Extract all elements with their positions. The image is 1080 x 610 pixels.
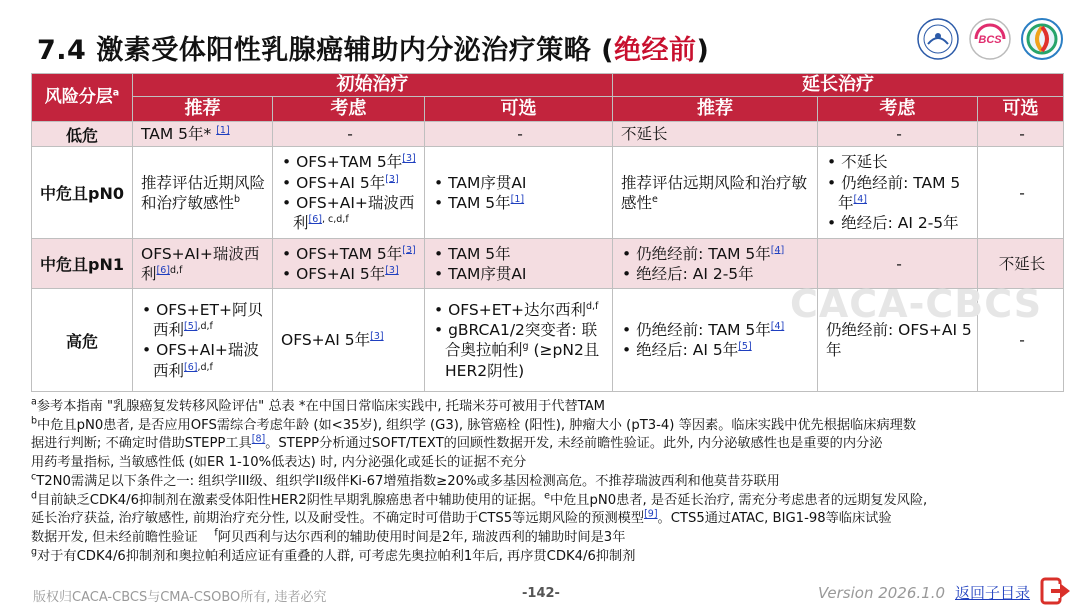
logo-group <box>914 14 1066 64</box>
ext-optional-header: 可选 <box>978 97 1064 122</box>
reference-link[interactable]: [5] <box>184 320 198 332</box>
list-item: • TAM 5年 <box>433 244 607 264</box>
row-label-mid-pn1: 中危且pN1 <box>32 239 133 289</box>
cell-high-init-con: OFS+AI 5年[3] <box>273 289 425 392</box>
footnote-e-line3: 数据开发, 但未经前瞻性验证 $^f$阿贝西利与达尔西利的辅助使用时间是2年, 瑞波西利的辅助时间是3年 <box>31 527 626 546</box>
cell-high-ext-rec <box>613 289 818 392</box>
footnote-a: $^a$参考本指南 "乳腺癌复发转移风险评估" 总表 *在中国日常临床实践中, 托瑞米芬可被用于代替TAM <box>31 396 606 414</box>
extended-therapy-header: 延长治疗 <box>613 74 1064 97</box>
list-item: • OFS+AI+瑞波西利$^{[6], c,d,f}$ <box>281 193 419 234</box>
cell-high-init-rec <box>133 289 273 392</box>
reference-link[interactable]: [1] <box>510 193 525 205</box>
cell-low-init-rec: TAM 5年* [1] <box>133 122 273 147</box>
cell-pn1-ext-con: - <box>818 239 978 289</box>
list-item: • TAM 5年[1] <box>433 193 607 213</box>
footnote-b-line2: 据进行判断; 不确定时借助STEPP工具[8]。STEPP分析通过SOFT/TEXT的回顾性数据开发, 未经前瞻性验证。此外, 内分泌敏感性也是重要的内分泌 <box>31 434 883 452</box>
list-item: • 仍绝经前: TAM 5年[4] <box>826 173 972 214</box>
footnote-d: $^d$目前缺乏CDK4/6抑制剂在激素受体阳性HER2阴性早期乳腺癌患者中辅助使用的证据。$^e$中危且pN0患者, 是否延长治疗, 需充分考虑患者的远期复发风险, <box>31 490 928 508</box>
cell-pn0-init-rec: 推荐评估近期风险和治疗敏感性$^b$ <box>133 147 273 239</box>
svg-text:BCS: BCS <box>978 34 1002 46</box>
row-label-low: 低危 <box>32 122 133 147</box>
list-item: • 仍绝经前: TAM 5年[4] <box>621 244 812 264</box>
cell-pn1-init-rec: OFS+AI+瑞波西利$^{[6]d,f}$ <box>133 239 273 289</box>
list-item: • OFS+TAM 5年[3] <box>281 152 419 172</box>
cell-high-init-opt <box>425 289 613 392</box>
list-item: • OFS+ET+阿贝西利$^{[5],d,f}$ <box>141 300 267 341</box>
cell-pn0-init-opt <box>425 147 613 239</box>
init-consider-header: 考虑 <box>273 97 425 122</box>
exit-arrow-icon[interactable] <box>1040 576 1072 606</box>
ext-consider-header: 考虑 <box>818 97 978 122</box>
list-item: • OFS+AI+瑞波西利$^{[6],d,f}$ <box>141 340 267 381</box>
list-item: • OFS+AI 5年[3] <box>281 173 419 193</box>
page-title: 7.4 激素受体阳性乳腺癌辅助内分泌治疗策略 (绝经前) <box>37 35 710 66</box>
cell-low-ext-opt: - <box>978 122 1064 147</box>
cell-high-ext-opt: - <box>978 289 1064 392</box>
reference-link[interactable]: [3] <box>402 244 416 256</box>
cell-pn0-ext-con <box>818 147 978 239</box>
cmc-logo-icon <box>918 19 958 59</box>
copyright-text: 版权归CACA-CBCS与CMA-CSOBO所有, 违者必究 <box>33 590 327 605</box>
footnote-e-line2: 延长治疗获益, 治疗敏感性, 前期治疗充分性, 以及耐受性。不确定时可借助于CTS5等远期风险的预测模型[9]。CTS5通过ATAC, BIG1-98等临床试验 <box>31 509 892 527</box>
list-item: • 绝经后: AI 2-5年 <box>621 264 812 284</box>
reference-link[interactable]: [4] <box>770 244 785 256</box>
reference-link[interactable]: [3] <box>385 173 399 185</box>
cell-pn1-ext-rec <box>613 239 818 289</box>
list-item: • OFS+AI 5年[3] <box>281 264 419 284</box>
cell-low-ext-con: - <box>818 122 978 147</box>
cell-low-init-con: - <box>273 122 425 147</box>
row-label-high: 高危 <box>32 289 133 392</box>
list-item: • TAM序贯AI <box>433 264 607 284</box>
reference-link[interactable]: [4] <box>853 193 867 205</box>
table-row <box>32 239 1064 289</box>
footnote-b-line3: 用药考量指标, 当敏感性低 (如ER 1-10%低表达) 时, 内分泌强化或延长的证据不充分 <box>31 455 527 471</box>
initial-therapy-header: 初始治疗 <box>133 74 613 97</box>
title-accent: 绝经前 <box>613 35 697 66</box>
table-row <box>32 289 1064 392</box>
list-item: • gBRCA1/2突变者: 联合奥拉帕利$^g$ (≥pN2且HER2阴性) <box>433 320 607 381</box>
reference-link[interactable]: [4] <box>770 320 785 332</box>
reference-link[interactable]: [3] <box>402 152 416 164</box>
caca-logo-icon <box>1022 19 1062 59</box>
watermark: CACA-CBCS <box>790 282 1043 326</box>
init-recommended-header: 推荐 <box>133 97 273 122</box>
reference-link[interactable]: [3] <box>370 331 384 343</box>
list-item: • 仍绝经前: TAM 5年[4] <box>621 320 812 340</box>
bcs-logo-icon <box>970 19 1010 59</box>
reference-link[interactable]: [1] <box>216 124 230 136</box>
treatment-table <box>31 73 1064 392</box>
list-item: • 绝经后: AI 5年[5] <box>621 340 812 360</box>
cell-high-ext-con: 仍绝经前: OFS+AI 5年 <box>818 289 978 392</box>
footnote-b: $^b$中危且pN0患者, 是否应用OFS需综合考虑年龄 (如<35岁), 组织学 (G3), 脉管癌栓 (阳性), 肿瘤大小 (pT3-4) 等因素。临床实践中优先根据临床病理数 <box>31 415 917 433</box>
risk-group-header: 风险分层$^a$ <box>32 74 133 122</box>
reference-link[interactable]: [6] <box>156 264 170 276</box>
list-item: • 绝经后: AI 2-5年 <box>826 213 972 233</box>
cell-pn0-init-con <box>273 147 425 239</box>
page-number: -142- <box>522 586 560 601</box>
reference-link[interactable]: [8] <box>251 434 266 446</box>
list-item: • TAM序贯AI <box>433 173 607 193</box>
reference-link[interactable]: [6] <box>184 361 198 373</box>
cell-pn1-ext-opt: 不延长 <box>978 239 1064 289</box>
table-row <box>32 122 1064 147</box>
version-label: Version 2026.1.0 <box>818 584 946 602</box>
reference-link[interactable]: [9] <box>644 509 658 521</box>
row-label-mid-pn0: 中危且pN0 <box>32 147 133 239</box>
footnote-g: $^g$对于有CDK4/6抑制剂和奥拉帕利适应证有重叠的人群, 可考虑先奥拉帕利1年后, 再序贯CDK4/6抑制剂 <box>31 546 636 564</box>
footnote-c: $^c$T2N0需满足以下条件之一: 组织学III级、组织学II级伴Ki-67增殖指数≥20%或多基因检测高危。不推荐瑞波西利和他莫昔芬联用 <box>31 471 780 489</box>
table-row <box>32 147 1064 239</box>
footnotes <box>31 398 1071 567</box>
cell-pn0-ext-rec: 推荐评估远期风险和治疗敏感性$^e$ <box>613 147 818 239</box>
cell-pn1-init-con <box>273 239 425 289</box>
list-item: • 不延长 <box>826 152 972 172</box>
reference-link[interactable]: [6] <box>308 214 322 226</box>
init-optional-header: 可选 <box>425 97 613 122</box>
cell-low-init-opt: - <box>425 122 613 147</box>
ext-recommended-header: 推荐 <box>613 97 818 122</box>
cell-pn0-ext-opt: - <box>978 147 1064 239</box>
list-item: • OFS+ET+达尔西利$^{d,f}$ <box>433 300 607 320</box>
reference-link[interactable]: [3] <box>385 264 399 276</box>
cell-low-ext-rec: 不延长 <box>613 122 818 147</box>
reference-link[interactable]: [5] <box>738 341 752 353</box>
back-to-subindex-link[interactable]: 返回子目录 <box>955 584 1031 602</box>
cell-pn1-init-opt <box>425 239 613 289</box>
list-item: • OFS+TAM 5年[3] <box>281 244 419 264</box>
